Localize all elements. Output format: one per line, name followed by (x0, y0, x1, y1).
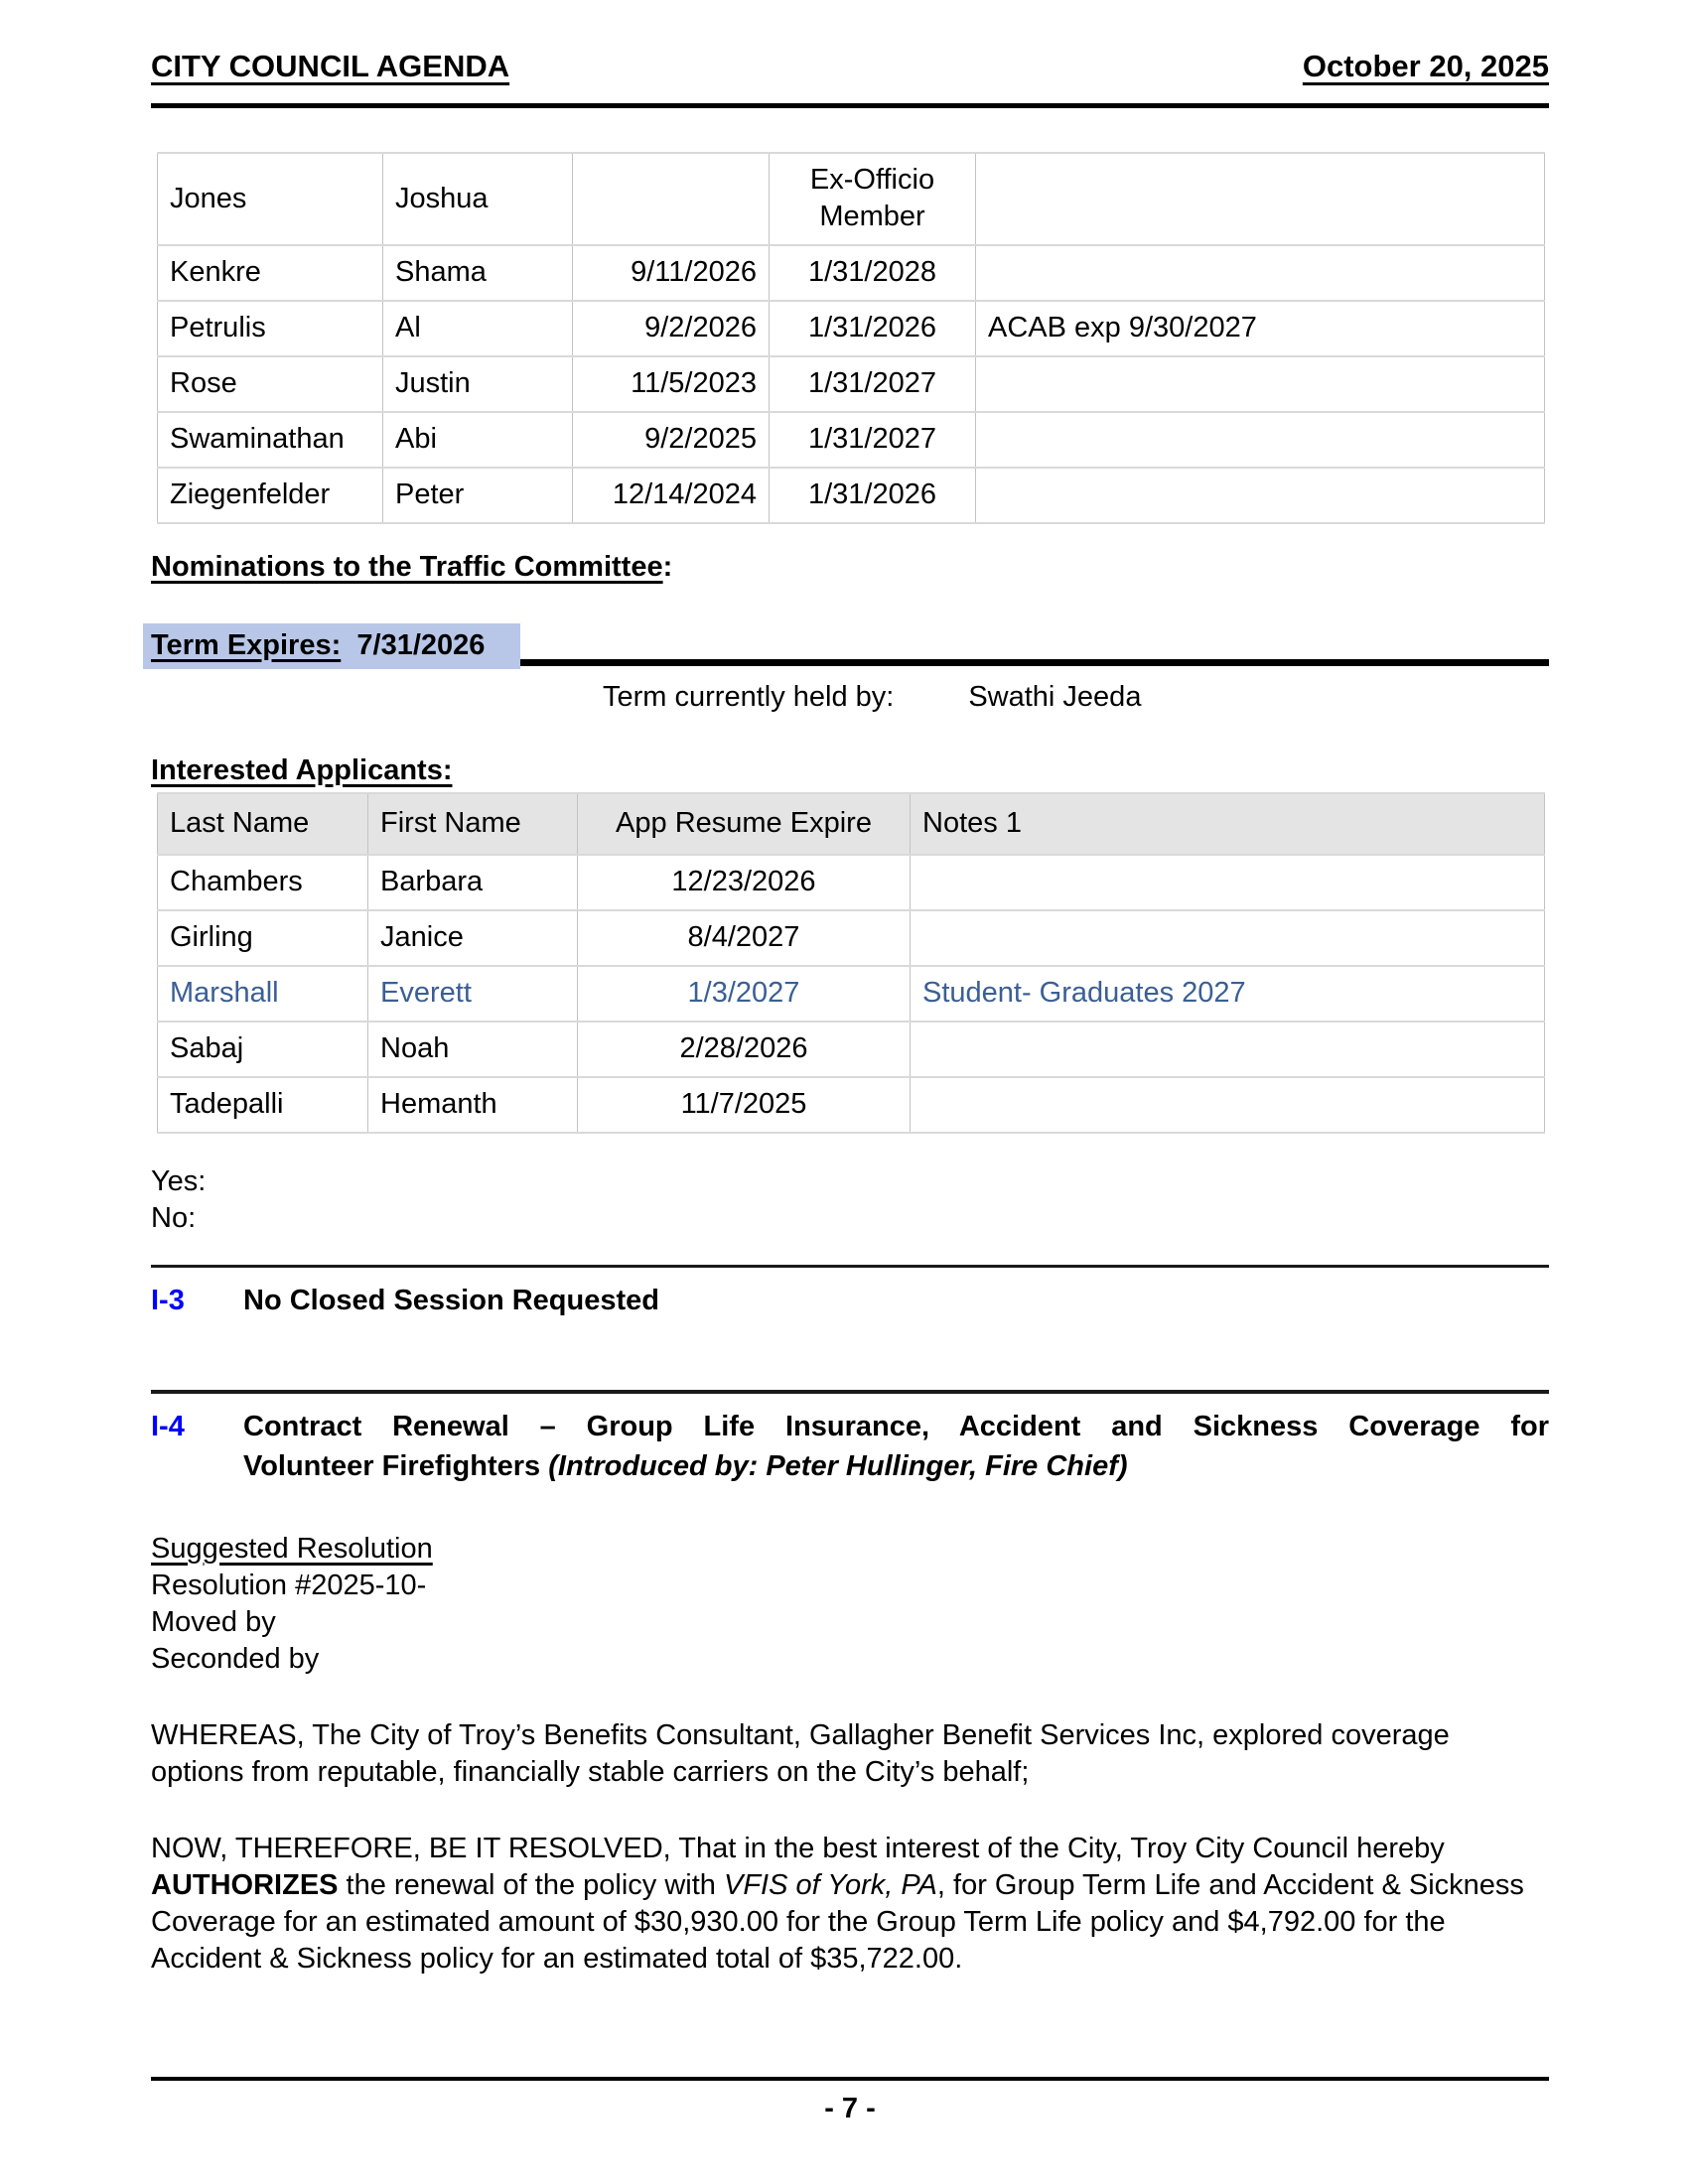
table-cell: Petrulis (158, 301, 383, 356)
section-divider (151, 1390, 1549, 1394)
table-cell: Ex-Officio Member (770, 153, 976, 245)
term-expires-highlight (143, 623, 520, 669)
table-cell: Ziegenfelder (158, 468, 383, 523)
table-cell: 9/2/2025 (573, 412, 770, 468)
table-row (158, 412, 1545, 468)
table-cell: Justin (383, 356, 573, 412)
nominations-heading (151, 550, 1549, 584)
table-cell: 2/28/2026 (578, 1022, 911, 1077)
resolution-block (151, 1531, 1549, 1678)
term-divider-line (520, 659, 1549, 666)
table-cell: 1/31/2027 (770, 412, 976, 468)
applicants-table (157, 792, 1545, 1134)
table-cell: 1/31/2026 (770, 301, 976, 356)
table-cell: Barbara (368, 855, 578, 910)
term-expires-value: 7/31/2026 (356, 629, 486, 661)
table-row (158, 1022, 1545, 1077)
item-title-line1: Contract Renewal – Group Life Insurance, Accident and Sickness Coverage for (243, 1411, 1549, 1442)
resolution-seconded-line: Seconded by (151, 1643, 320, 1675)
header-date: October 20, 2025 (1302, 49, 1549, 83)
text-segment: NOW, THEREFORE, BE IT RESOLVED, That in the best interest of the City, Troy City Council hereby (151, 1833, 1445, 1864)
table-cell (911, 855, 1545, 910)
resolution-number-line: Resolution #2025-10- (151, 1570, 427, 1601)
column-header: App Resume Expire (578, 793, 911, 855)
text-segment: Volunteer Firefighters (243, 1450, 549, 1482)
table-cell: Tadepalli (158, 1077, 368, 1133)
table-cell: Chambers (158, 855, 368, 910)
table-cell (976, 412, 1545, 468)
table-cell: Student- Graduates 2027 (911, 966, 1545, 1022)
table-cell (911, 910, 1545, 966)
table-cell (573, 153, 770, 245)
table-row (158, 855, 1545, 910)
table-row (158, 301, 1545, 356)
table-row (158, 153, 1545, 245)
table-cell: 11/5/2023 (573, 356, 770, 412)
term-held-by (603, 679, 1549, 716)
table-cell: Al (383, 301, 573, 356)
column-header: First Name (368, 793, 578, 855)
text-segment: AUTHORIZES (151, 1869, 339, 1901)
item-title (243, 1407, 1549, 1486)
term-expires-label: Term Expires: (151, 629, 342, 661)
applicants-heading (151, 753, 1549, 787)
table-cell: Rose (158, 356, 383, 412)
board-members-table (157, 152, 1545, 524)
table-cell: Abi (383, 412, 573, 468)
table-cell: Joshua (383, 153, 573, 245)
table-cell (911, 1077, 1545, 1133)
table-cell (976, 468, 1545, 523)
item-title-line2 (243, 1446, 1549, 1486)
table-cell: Everett (368, 966, 578, 1022)
item-number: I-3 (151, 1285, 185, 1316)
table-cell: 1/31/2027 (770, 356, 976, 412)
applicants-heading-text: Interested Applicants: (151, 754, 453, 786)
table-header-row (158, 793, 1545, 855)
table-row (158, 910, 1545, 966)
table-cell: Swaminathan (158, 412, 383, 468)
table-cell: Janice (368, 910, 578, 966)
text-segment: VFIS of York, PA (723, 1869, 937, 1901)
text-segment: (Introduced by: Peter Hullinger, Fire Chief) (548, 1450, 1128, 1482)
table-cell (976, 245, 1545, 301)
table-cell: Peter (383, 468, 573, 523)
page-number: - 7 - (824, 2093, 876, 2124)
section-divider (151, 1265, 1549, 1268)
table-cell (911, 1022, 1545, 1077)
page-footer (151, 2077, 1549, 2125)
held-by-value: Swathi Jeeda (968, 681, 1142, 713)
nominations-heading-colon: : (662, 551, 673, 583)
vote-no-label: No: (151, 1202, 197, 1234)
table-cell (976, 153, 1545, 245)
resolution-moved-line: Moved by (151, 1606, 276, 1638)
table-cell: Marshall (158, 966, 368, 1022)
item-number: I-4 (151, 1411, 185, 1442)
table-cell: ACAB exp 9/30/2027 (976, 301, 1545, 356)
table-row (158, 1077, 1545, 1133)
text-segment: , for Group Term Life and Accident & Sickness Coverage for an estimated amount of $30,930.00 for the Group Term Life policy and $4,792.00 for the Accident & Sickness policy for an estimated total of $35,722.00. (151, 1869, 1524, 1975)
table-row (158, 356, 1545, 412)
table-row (158, 468, 1545, 523)
table-cell: 11/7/2025 (578, 1077, 911, 1133)
whereas-paragraph: WHEREAS, The City of Troy’s Benefits Consultant, Gallagher Benefit Services Inc, explored coverage options from reputable, financially stable carriers on the City’s behalf; (151, 1719, 1450, 1788)
column-header: Notes 1 (911, 793, 1545, 855)
table-cell: Sabaj (158, 1022, 368, 1077)
resolved-paragraph (151, 1831, 1549, 1978)
table-cell: 12/23/2026 (578, 855, 911, 910)
table-cell: 9/2/2026 (573, 301, 770, 356)
table-cell: Jones (158, 153, 383, 245)
item-title: No Closed Session Requested (243, 1285, 659, 1316)
table-cell: Kenkre (158, 245, 383, 301)
agenda-item-i3 (151, 1281, 1549, 1320)
agenda-item-i4 (151, 1407, 1549, 1486)
table-cell: 1/3/2027 (578, 966, 911, 1022)
nominations-heading-text: Nominations to the Traffic Committee (151, 551, 663, 583)
vote-block (151, 1163, 1549, 1237)
document-header (151, 50, 1549, 108)
page-title: CITY COUNCIL AGENDA (151, 49, 510, 83)
column-header: Last Name (158, 793, 368, 855)
table-cell: Hemanth (368, 1077, 578, 1133)
resolution-heading: Suggested Resolution (151, 1533, 433, 1565)
table-cell: 9/11/2026 (573, 245, 770, 301)
table-cell: 1/31/2026 (770, 468, 976, 523)
text-segment: the renewal of the policy with (338, 1869, 724, 1901)
table-cell: 8/4/2027 (578, 910, 911, 966)
table-cell: Noah (368, 1022, 578, 1077)
table-cell (976, 356, 1545, 412)
table-cell: Girling (158, 910, 368, 966)
vote-yes-label: Yes: (151, 1165, 207, 1197)
table-row (158, 966, 1545, 1022)
held-by-label: Term currently held by: (603, 681, 895, 713)
table-cell: 1/31/2028 (770, 245, 976, 301)
term-expires-row (151, 623, 1549, 669)
table-cell: Shama (383, 245, 573, 301)
table-cell: 12/14/2024 (573, 468, 770, 523)
table-row (158, 245, 1545, 301)
